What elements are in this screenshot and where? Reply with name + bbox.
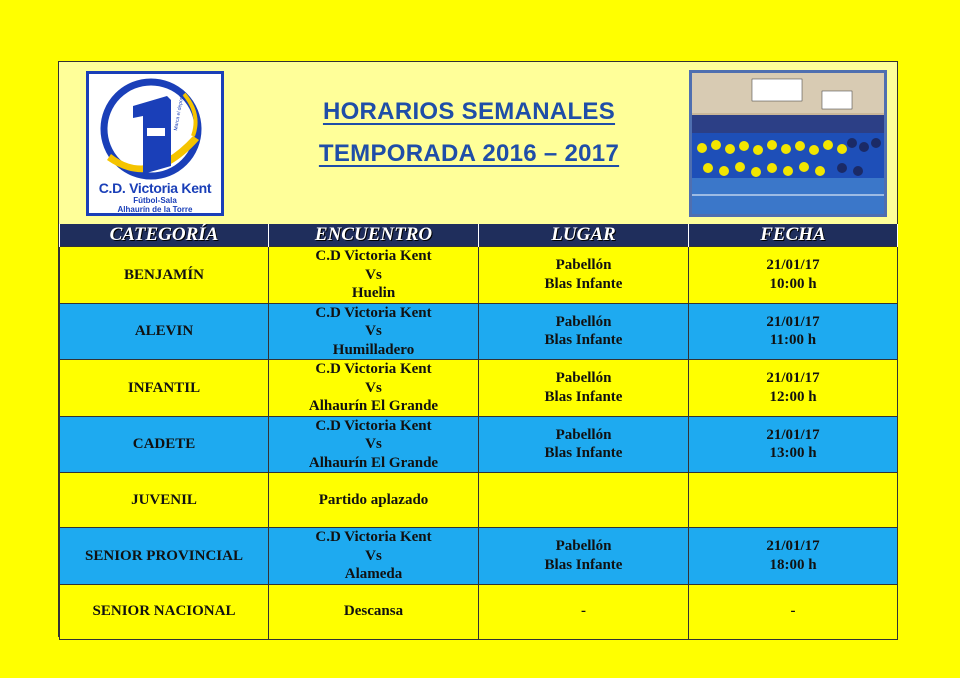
cell-lugar [479,528,689,585]
cell-lugar-line: Blas Infante [544,556,623,573]
cell-fecha-line: 21/01/17 [766,370,820,387]
cell-encuentro-line: Vs [365,436,382,452]
cell-categoria: CADETE [60,416,269,473]
cell-lugar [479,303,689,360]
cell-fecha-line: 21/01/17 [766,257,820,274]
cell-lugar-line: Pabellón [555,257,612,274]
cell-categoria: BENJAMÍN [60,247,269,304]
cell-fecha-line: 11:00 h [769,332,817,349]
cell-encuentro [269,360,479,417]
table-row [60,303,898,360]
cell-fecha-line: 12:00 h [769,388,817,405]
table-row [60,416,898,473]
cell-encuentro [269,528,479,585]
table-body [60,247,898,640]
table-row [60,473,898,528]
cell-lugar [479,360,689,417]
cell-encuentro [269,416,479,473]
cell-fecha-line: 10:00 h [769,275,817,292]
cell-encuentro-line: Vs [365,547,382,564]
cell-encuentro [269,584,479,639]
header-categoria: CATEGORÍA [60,224,269,247]
cell-fecha-line: 21/01/17 [766,538,820,555]
cell-categoria: SENIOR NACIONAL [60,584,269,639]
cell-encuentro-line: Alhaurín El Grande [308,454,439,471]
cell-lugar-line: - [581,603,586,620]
logo-town: Alhaurín de la Torre [117,205,193,214]
cell-lugar-line: Pabellón [555,538,612,555]
table-header-row [60,224,898,247]
cell-lugar [479,473,689,528]
cell-lugar-line: Blas Infante [544,445,623,462]
header-fecha: FECHA [689,224,898,247]
cell-encuentro-line: C.D Victoria Kent [315,417,432,434]
logo-slogan: Marca el deporte [173,93,186,132]
cell-lugar-line: Pabellón [555,426,612,443]
schedule-sheet [58,61,898,637]
cell-encuentro-line: Descansa [343,603,404,620]
cell-lugar-line: Pabellón [555,370,612,387]
team-photo-image [692,73,884,214]
cell-encuentro-line: Alhaurín El Grande [308,398,439,414]
cell-lugar [479,247,689,304]
cell-lugar-line: Blas Infante [544,388,623,405]
header-encuentro: ENCUENTRO [269,224,479,247]
team-photo [689,70,887,217]
logo-subtitle [89,196,221,214]
cell-encuentro-line: Vs [365,379,382,396]
cell-encuentro-line: Partido aplazado [318,491,429,508]
cell-fecha [689,360,898,417]
cell-fecha [689,528,898,585]
cell-fecha-line: 18:00 h [769,556,817,573]
cell-encuentro-line: C.D Victoria Kent [315,361,432,377]
cell-lugar-line: Blas Infante [544,275,623,292]
table-row [60,247,898,304]
cell-encuentro-line: Humilladero [332,341,415,358]
cell-encuentro [269,473,479,528]
cell-fecha [689,584,898,639]
cell-lugar [479,584,689,639]
cell-fecha-line: 13:00 h [769,445,817,462]
cell-encuentro-line: Vs [365,266,382,283]
cell-fecha [689,416,898,473]
cell-lugar-line: Pabellón [555,313,612,330]
club-logo [86,71,224,216]
cell-fecha-line: 21/01/17 [766,426,820,443]
cell-encuentro-line: Huelin [351,285,396,301]
cell-categoria: ALEVIN [60,303,269,360]
header-lugar: LUGAR [479,224,689,247]
cell-fecha [689,473,898,528]
cell-encuentro-line: C.D Victoria Kent [315,529,432,545]
title-line-2: TEMPORADA 2016 – 2017 [318,140,620,167]
cell-categoria: INFANTIL [60,360,269,417]
cell-encuentro [269,303,479,360]
cell-lugar [479,416,689,473]
cell-encuentro [269,247,479,304]
cell-categoria: SENIOR PROVINCIAL [60,528,269,585]
cell-fecha-line: 21/01/17 [766,313,820,330]
table-row [60,584,898,639]
cell-encuentro-line: C.D Victoria Kent [315,248,432,264]
schedule-table [59,224,898,640]
cell-encuentro-line: C.D Victoria Kent [315,304,432,321]
logo-sport: Fútbol-Sala [133,196,177,205]
header [59,62,897,225]
logo-club-name: C.D. Victoria Kent [98,180,212,196]
title-line-1: HORARIOS SEMANALES [322,98,616,125]
cell-fecha-line: - [790,603,796,620]
cell-categoria: JUVENIL [60,473,269,528]
cell-encuentro-line: Alameda [344,566,403,582]
cell-encuentro-line: Vs [365,323,382,339]
cell-fecha [689,247,898,304]
cell-lugar-line: Blas Infante [544,332,623,349]
table-row [60,360,898,417]
cell-fecha [689,303,898,360]
table-row [60,528,898,585]
